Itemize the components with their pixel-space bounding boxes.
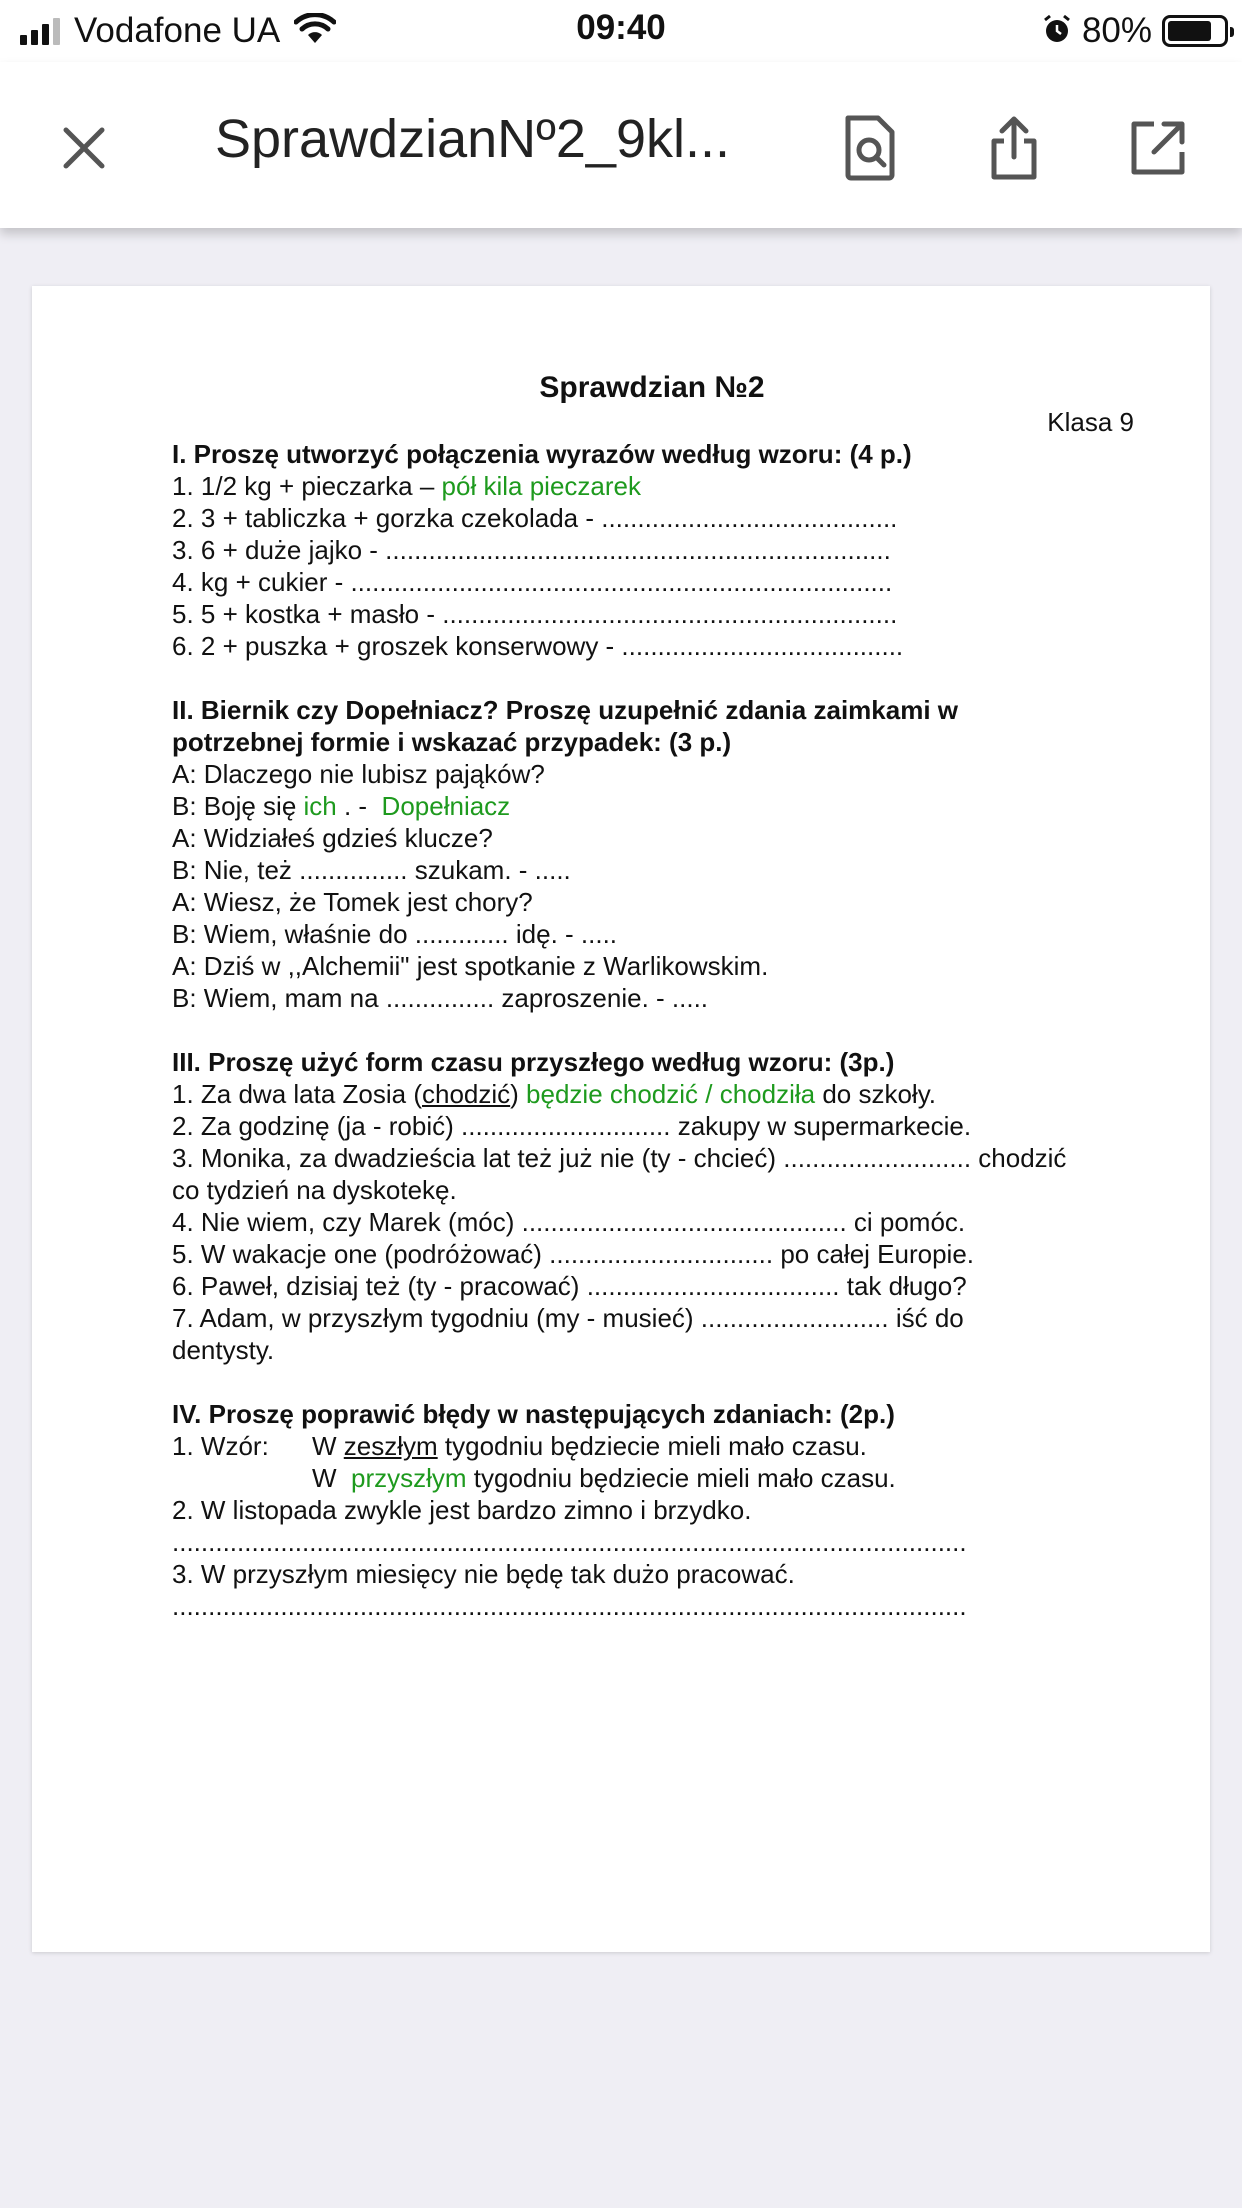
- document-title: SprawdzianNº2_9kl...: [215, 109, 730, 169]
- dialog-line: A: Wiesz, że Tomek jest chory?: [172, 887, 533, 917]
- answer-text: ich: [303, 791, 337, 821]
- close-icon: [62, 126, 106, 170]
- clock: 09:40: [576, 8, 666, 47]
- dialog-line: A: Dlaczego nie lubisz pająków?: [172, 759, 545, 789]
- dialog-line: A: Widziałeś gdzieś klucze?: [172, 823, 493, 853]
- open-external-icon: [1128, 118, 1188, 178]
- dialog-line: B: Wiem, mam na ............... zaproszenie. - .....: [172, 983, 709, 1013]
- exercise-line: 4. Nie wiem, czy Marek (móc) ............................................. ci pomóc.: [172, 1207, 966, 1237]
- carrier-name: Vodafone UA: [74, 11, 281, 50]
- section-2-heading: II. Biernik czy Dopełniacz? Proszę uzupełnić zdania zaimkami w: [172, 695, 959, 725]
- class-label: Klasa 9: [1047, 407, 1134, 437]
- dialog-line: B: Nie, też ............... szukam. - .....: [172, 855, 571, 885]
- document-content: [172, 372, 1132, 1622]
- answer-dots: ..............................................................................................................: [172, 1527, 967, 1557]
- dialog-line: A: Dziś w ,,Alchemii" jest spotkanie z Warlikowskim.: [172, 951, 769, 981]
- section-1-heading: I. Proszę utworzyć połączenia wyrazów według wzoru: (4 p.): [172, 439, 912, 469]
- answer-case: Dopełniacz: [381, 791, 511, 821]
- dialog-line: B: Wiem, właśnie do ............. idę. - .....: [172, 919, 618, 949]
- answer-dots: ..............................................................................................................: [172, 1591, 967, 1621]
- close-button[interactable]: [48, 112, 120, 184]
- exercise-line: 2. W listopada zwykle jest bardzo zimno i brzydko.: [172, 1495, 752, 1525]
- exercise-line: 3. Monika, za dwadzieścia lat też już nie (ty - chcieć) .......................... chodzić: [172, 1143, 1067, 1173]
- share-icon: [986, 115, 1042, 181]
- exercise-line: W przyszłym tygodniu będziecie mieli mało czasu.: [312, 1463, 896, 1493]
- status-bar: [0, 0, 1242, 62]
- battery-fill: [1168, 21, 1211, 41]
- exercise-line: 2. 3 + tabliczka + gorzka czekolada - .........................................: [172, 503, 898, 533]
- exercise-line: 2. Za godzinę (ja - robić) ............................. zakupy w supermarkecie.: [172, 1111, 972, 1141]
- exercise-line: 1. Wzór: W zeszłym tygodniu będziecie mieli mało czasu.: [172, 1431, 867, 1461]
- search-document-icon: [842, 115, 898, 181]
- exercise-line: 6. Paweł, dzisiaj też (ty - pracować) ................................... tak długo?: [172, 1271, 967, 1301]
- share-button[interactable]: [974, 108, 1054, 188]
- exercise-line: 1. Za dwa lata Zosia (chodzić) będzie chodzić / chodziła do szkoły.: [172, 1079, 937, 1109]
- answer-text: pół kila pieczarek: [441, 471, 641, 501]
- document-heading: Sprawdzian №2: [539, 371, 765, 404]
- viewer-toolbar: [0, 62, 1242, 228]
- exercise-line: 3. W przyszłym miesięcy nie będę tak dużo pracować.: [172, 1559, 795, 1589]
- answer-text: będzie chodzić / chodziła: [526, 1079, 816, 1109]
- exercise-line: 4. kg + cukier - ...........................................................................: [172, 567, 893, 597]
- exercise-line-cont: dentysty.: [172, 1335, 275, 1365]
- battery-icon: [1162, 15, 1228, 47]
- exercise-line: 6. 2 + puszka + groszek konserwowy - .......................................: [172, 631, 904, 661]
- section-4-heading: IV. Proszę poprawić błędy w następujących zdaniach: (2p.): [172, 1399, 895, 1429]
- section-2-heading-cont: potrzebnej formie i wskazać przypadek: (3 p.): [172, 727, 732, 757]
- exercise-line: 3. 6 + duże jajko - ......................................................................: [172, 535, 891, 565]
- battery-percent: 80%: [1081, 11, 1152, 50]
- exercise-line: 7. Adam, w przyszłym tygodniu (my - musieć) .......................... iść do: [172, 1303, 964, 1333]
- exercise-line: 5. W wakacje one (podróżować) ............................... po całej Europie.: [172, 1239, 975, 1269]
- open-external-button[interactable]: [1118, 108, 1198, 188]
- dialog-line: B: Boję się ich . - Dopełniacz: [172, 791, 511, 821]
- section-3-heading: III. Proszę użyć form czasu przyszłego według wzoru: (3p.): [172, 1047, 895, 1077]
- alarm-icon: [1042, 14, 1072, 49]
- exercise-line: 5. 5 + kostka + masło - ...............................................................: [172, 599, 898, 629]
- exercise-line-cont: co tydzień na dyskotekę.: [172, 1175, 457, 1205]
- answer-text: przyszłym: [351, 1463, 467, 1493]
- search-document-button[interactable]: [830, 108, 910, 188]
- exercise-line: 1. 1/2 kg + pieczarka – pół kila pieczarek: [172, 471, 641, 501]
